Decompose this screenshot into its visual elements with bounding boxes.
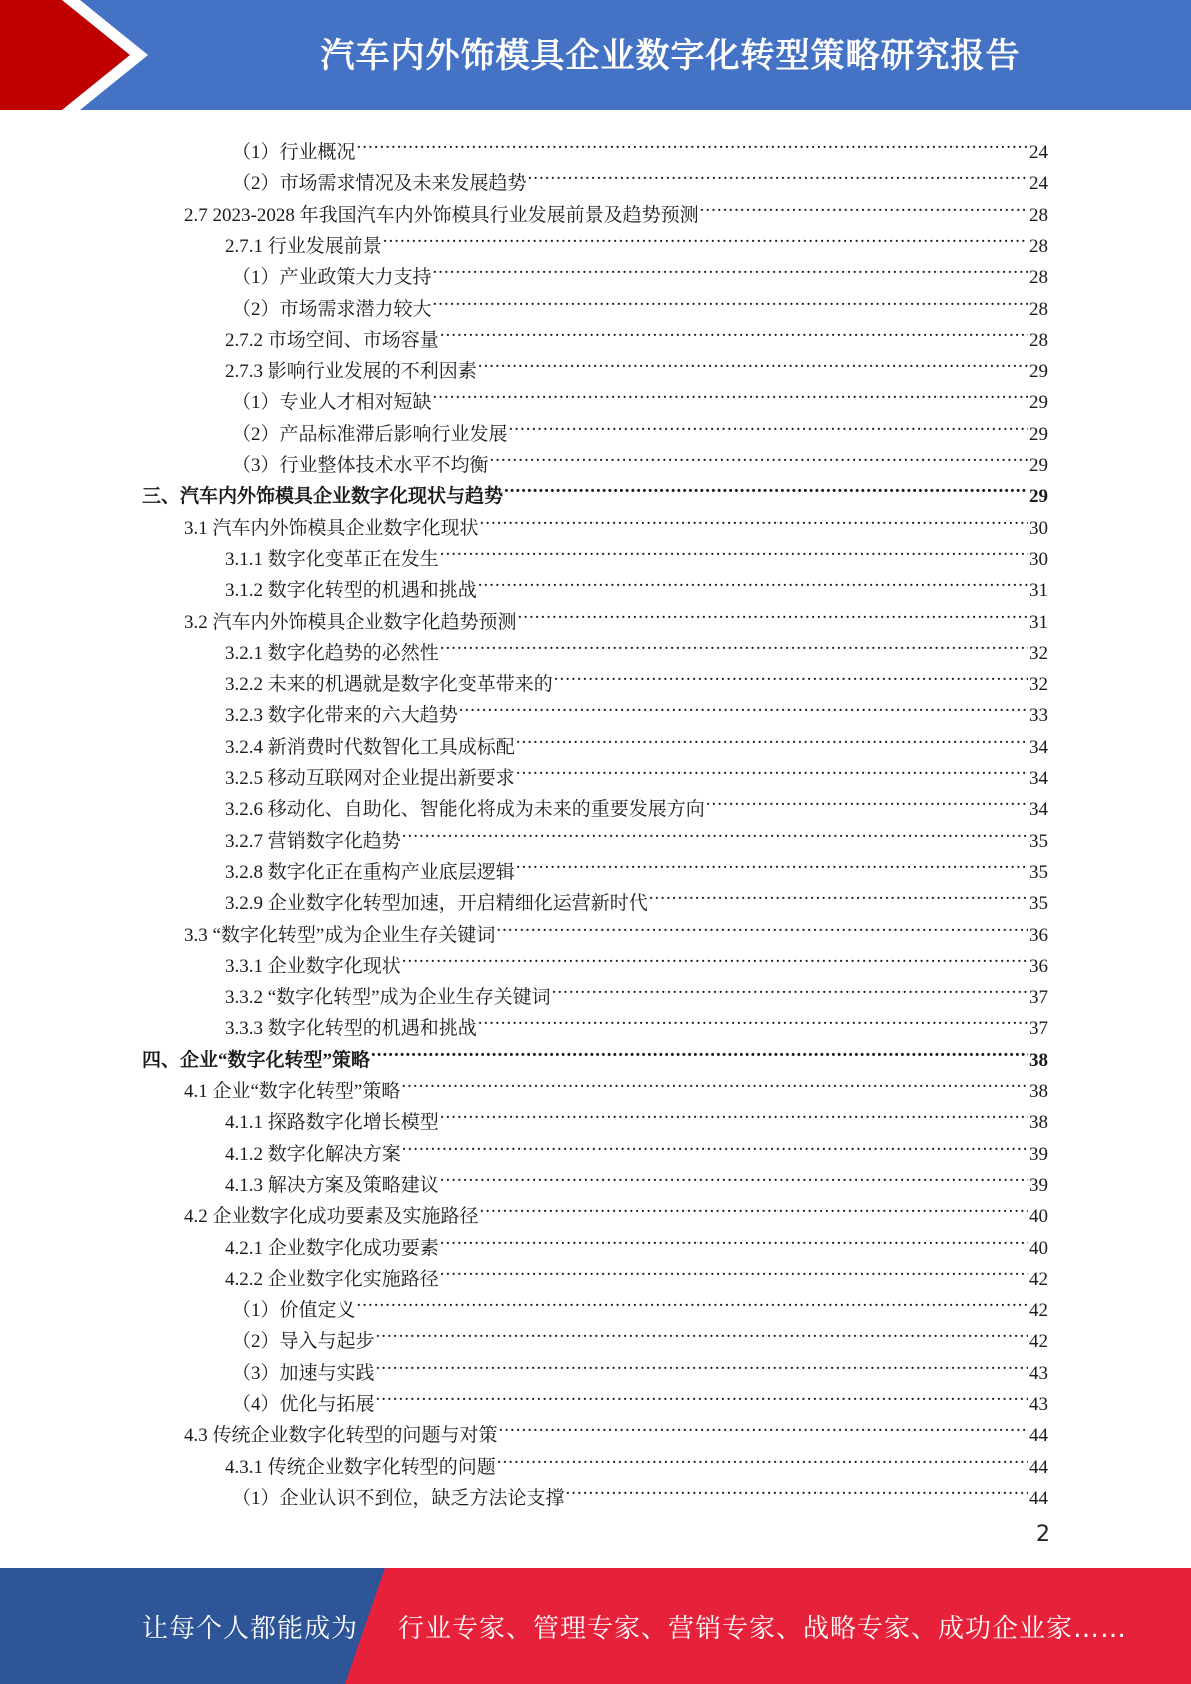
toc-entry-title: （3）行业整体技术水平不均衡 xyxy=(232,455,489,476)
toc-entry-page: 28 xyxy=(1029,298,1048,320)
toc-dot-leader xyxy=(376,1380,1028,1410)
toc-entry-title: 3.1 汽车内外饰模具企业数字化现状 xyxy=(184,517,479,539)
toc-entry-page: 38 xyxy=(1029,1112,1048,1134)
toc-entry-page: 44 xyxy=(1029,1456,1048,1478)
toc-entry-page: 29 xyxy=(1029,455,1048,476)
toc-dot-leader xyxy=(518,598,1028,628)
toc-entry-title: （1）价值定义 xyxy=(232,1300,356,1322)
toc-dot-leader xyxy=(401,1067,1028,1097)
toc-entry-page: 33 xyxy=(1029,705,1048,727)
toc-entry-title: 四、企业“数字化转型”策略 xyxy=(142,1049,371,1071)
toc-entry-page: 24 xyxy=(1029,142,1048,163)
toc-entry-title: 4.2 企业数字化成功要素及实施路径 xyxy=(184,1206,479,1228)
toc-entry-page: 36 xyxy=(1029,955,1048,977)
toc-entry[interactable] xyxy=(184,598,1048,633)
toc-entry-title: 3.2 汽车内外饰模具企业数字化趋势预测 xyxy=(184,611,517,633)
toc-dot-leader xyxy=(402,942,1028,972)
toc-entry-title: 4.1.2 数字化解决方案 xyxy=(225,1143,401,1165)
toc-entry[interactable] xyxy=(225,1443,1048,1478)
toc-entry-title: （2）市场需求情况及未来发展趋势 xyxy=(232,173,527,195)
toc-entry-title: 3.2.5 移动互联网对企业提出新要求 xyxy=(225,768,515,789)
toc-entry-page: 29 xyxy=(1029,392,1048,414)
toc-entry-title: （2）市场需求潜力较大 xyxy=(232,298,432,320)
toc-entry[interactable] xyxy=(225,942,1048,977)
toc-dot-leader xyxy=(706,785,1028,815)
toc-entry-page: 43 xyxy=(1029,1394,1048,1415)
toc-entry-title: 4.2.2 企业数字化实施路径 xyxy=(225,1268,439,1290)
toc-entry-page: 30 xyxy=(1029,548,1048,570)
toc-entry[interactable] xyxy=(225,817,1048,852)
toc-entry[interactable] xyxy=(225,347,1048,383)
report-title: 汽车内外饰模具企业数字化转型策略研究报告 xyxy=(320,35,1021,76)
toc-entry-title: 2.7.3 影响行业发展的不利因素 xyxy=(225,361,477,383)
toc-entry-title: （2）导入与起步 xyxy=(232,1331,375,1353)
toc-entry[interactable] xyxy=(225,1224,1048,1259)
page-footer xyxy=(0,1568,1191,1684)
toc-dot-leader xyxy=(459,691,1028,721)
toc-entry-page: 28 xyxy=(1029,329,1048,351)
toc-dot-leader xyxy=(376,1317,1028,1347)
toc-entry-title: （3）加速与实践 xyxy=(232,1362,375,1384)
toc-entry-page: 40 xyxy=(1029,1206,1048,1228)
toc-dot-leader xyxy=(402,1130,1028,1160)
toc-dot-leader xyxy=(649,879,1028,909)
toc-entry-page: 31 xyxy=(1029,611,1048,633)
toc-entry[interactable] xyxy=(225,1004,1048,1040)
toc-dot-leader xyxy=(433,285,1028,315)
toc-entry[interactable] xyxy=(225,723,1048,758)
toc-entry-title: 4.3 传统企业数字化转型的问题与对策 xyxy=(184,1425,498,1447)
toc-entry-page: 42 xyxy=(1029,1300,1048,1322)
toc-entry[interactable] xyxy=(232,285,1048,320)
toc-entry[interactable] xyxy=(232,128,1048,163)
toc-dot-leader xyxy=(478,566,1028,596)
toc-dot-leader xyxy=(440,1255,1028,1285)
toc-entry[interactable] xyxy=(232,1380,1048,1415)
toc-dot-leader xyxy=(478,347,1028,377)
toc-entry-page: 39 xyxy=(1029,1174,1048,1196)
toc-dot-leader xyxy=(371,1036,1028,1066)
toc-dot-leader xyxy=(566,1474,1028,1504)
toc-entry-title: 4.1 企业“数字化转型”策略 xyxy=(184,1081,401,1102)
toc-entry-title: 3.2.3 数字化带来的六大趋势 xyxy=(225,705,458,727)
toc-dot-leader xyxy=(516,754,1028,784)
toc-entry-title: 3.3.2 “数字化转型”成为企业生存关键词 xyxy=(225,987,551,1009)
footer-slogan-right: 行业专家、管理专家、营销专家、战略专家、成功企业家…… xyxy=(398,1613,1128,1644)
toc-entry[interactable] xyxy=(142,1036,1048,1071)
toc-entry-title: 4.1.3 解决方案及策略建议 xyxy=(225,1174,439,1196)
toc-entry[interactable] xyxy=(232,378,1048,414)
toc-entry-page: 42 xyxy=(1029,1331,1048,1353)
toc-entry-title: 三、汽车内外饰模具企业数字化现状与趋势 xyxy=(142,486,504,508)
toc-entry[interactable] xyxy=(184,504,1048,539)
toc-entry[interactable] xyxy=(184,911,1048,946)
toc-dot-leader xyxy=(440,1098,1028,1128)
toc-entry-page: 37 xyxy=(1029,1018,1048,1040)
toc-entry-page: 34 xyxy=(1029,768,1048,789)
toc-dot-leader xyxy=(402,817,1028,847)
toc-entry-title: 3.2.7 营销数字化趋势 xyxy=(225,830,401,852)
toc-entry-title: 3.2.4 新消费时代数智化工具成标配 xyxy=(225,736,515,758)
toc-entry[interactable] xyxy=(142,472,1048,508)
toc-entry-title: （1）专业人才相对短缺 xyxy=(232,392,432,414)
toc-dot-leader xyxy=(490,441,1028,471)
toc-entry-title: 3.2.6 移动化、自助化、智能化将成为未来的重要发展方向 xyxy=(225,799,705,821)
toc-entry[interactable] xyxy=(232,1474,1048,1509)
toc-entry-title: 2.7.1 行业发展前景 xyxy=(225,235,382,257)
toc-entry-page: 24 xyxy=(1029,173,1048,195)
toc-entry[interactable] xyxy=(225,973,1048,1009)
toc-entry[interactable] xyxy=(225,660,1048,696)
toc-entry[interactable] xyxy=(232,1286,1048,1322)
toc-entry[interactable] xyxy=(225,535,1048,570)
toc-entry-title: 3.2.8 数字化正在重构产业底层逻辑 xyxy=(225,861,515,883)
toc-dot-leader xyxy=(433,378,1028,408)
toc-dot-leader xyxy=(497,1443,1028,1473)
toc-dot-leader xyxy=(383,222,1028,252)
toc-entry-page: 28 xyxy=(1029,204,1048,226)
toc-dot-leader xyxy=(478,1004,1028,1034)
toc-dot-leader xyxy=(552,973,1028,1003)
toc-entry-title: 2.7.2 市场空间、市场容量 xyxy=(225,329,439,351)
toc-dot-leader xyxy=(440,1161,1028,1191)
toc-entry[interactable] xyxy=(232,159,1048,195)
toc-dot-leader xyxy=(509,410,1028,440)
toc-dot-leader xyxy=(440,316,1028,346)
toc-entry-page: 32 xyxy=(1029,642,1048,664)
toc-entry-page: 29 xyxy=(1029,361,1048,383)
toc-entry-title: （1）行业概况 xyxy=(232,142,356,163)
toc-entry-page: 43 xyxy=(1029,1362,1048,1384)
toc-entry[interactable] xyxy=(232,410,1048,445)
toc-dot-leader xyxy=(516,723,1028,753)
toc-entry[interactable] xyxy=(225,566,1048,602)
toc-entry[interactable] xyxy=(225,316,1048,351)
toc-entry[interactable] xyxy=(225,691,1048,727)
toc-entry-page: 38 xyxy=(1029,1049,1048,1071)
toc-entry-page: 28 xyxy=(1029,267,1048,289)
toc-entry-title: 3.1.1 数字化变革正在发生 xyxy=(225,548,439,570)
toc-entry[interactable] xyxy=(225,1161,1048,1196)
toc-entry-page: 42 xyxy=(1029,1268,1048,1290)
toc-entry[interactable] xyxy=(184,1192,1048,1228)
page-header xyxy=(0,0,1191,110)
toc-entry-title: 4.2.1 企业数字化成功要素 xyxy=(225,1237,439,1259)
toc-entry[interactable] xyxy=(225,879,1048,915)
toc-dot-leader xyxy=(499,1411,1028,1441)
toc-dot-leader xyxy=(440,1224,1028,1254)
toc-entry-title: 3.2.1 数字化趋势的必然性 xyxy=(225,642,439,664)
toc-entry-page: 29 xyxy=(1029,423,1048,445)
toc-dot-leader xyxy=(357,1286,1028,1316)
footer-slogan-left: 让每个人都能成为 xyxy=(142,1613,359,1644)
toc-entry-page: 40 xyxy=(1029,1237,1048,1259)
toc-entry-page: 39 xyxy=(1029,1143,1048,1165)
toc-entry[interactable] xyxy=(225,785,1048,821)
toc-entry[interactable] xyxy=(184,1067,1048,1102)
toc-entry-title: 3.3 “数字化转型”成为企业生存关键词 xyxy=(184,924,496,946)
toc-entry-page: 44 xyxy=(1029,1425,1048,1447)
toc-entry[interactable] xyxy=(225,1098,1048,1134)
toc-entry-page: 38 xyxy=(1029,1081,1048,1102)
toc-entry-page: 36 xyxy=(1029,924,1048,946)
toc-entry-title: 3.1.2 数字化转型的机遇和挑战 xyxy=(225,580,477,602)
toc-entry-page: 37 xyxy=(1029,987,1048,1009)
toc-entry[interactable] xyxy=(225,848,1048,883)
toc-entry-title: 4.1.1 探路数字化增长模型 xyxy=(225,1112,439,1134)
toc-entry[interactable] xyxy=(232,1349,1048,1384)
toc-entry-title: （1）产业政策大力支持 xyxy=(232,267,432,289)
toc-entry-page: 35 xyxy=(1029,861,1048,883)
toc-entry-page: 29 xyxy=(1029,486,1048,508)
toc-entry-title: 2.7 2023-2028 年我国汽车内外饰模具行业发展前景及趋势预测 xyxy=(184,204,699,226)
toc-entry[interactable] xyxy=(184,191,1048,226)
toc-dot-leader xyxy=(357,128,1028,158)
toc-entry-page: 35 xyxy=(1029,830,1048,852)
toc-entry-page: 35 xyxy=(1029,893,1048,915)
toc-entry-page: 32 xyxy=(1029,674,1048,696)
toc-dot-leader xyxy=(700,191,1028,221)
toc-entry-page: 34 xyxy=(1029,799,1048,821)
toc-entry-title: （4）优化与拓展 xyxy=(232,1394,375,1415)
toc-dot-leader xyxy=(376,1349,1028,1379)
toc-entry-title: （2）产品标准滞后影响行业发展 xyxy=(232,423,508,445)
toc-entry[interactable] xyxy=(184,1411,1048,1447)
toc-entry[interactable] xyxy=(232,441,1048,476)
toc-dot-leader xyxy=(480,1192,1028,1222)
toc-entry[interactable] xyxy=(225,222,1048,257)
toc-entry[interactable] xyxy=(225,1130,1048,1165)
toc-dot-leader xyxy=(496,911,1028,941)
toc-entry-title: 3.2.2 未来的机遇就是数字化变革带来的 xyxy=(225,674,553,696)
toc-dot-leader xyxy=(440,629,1028,659)
toc-entry-title: 3.3.1 企业数字化现状 xyxy=(225,955,401,977)
toc-entry-title: 4.3.1 传统企业数字化转型的问题 xyxy=(225,1456,496,1478)
toc-dot-leader xyxy=(480,504,1028,534)
toc-dot-leader xyxy=(433,253,1028,283)
toc-entry[interactable] xyxy=(225,754,1048,789)
toc-dot-leader xyxy=(528,159,1028,189)
toc-entry[interactable] xyxy=(232,253,1048,289)
toc-entry-page: 34 xyxy=(1029,736,1048,758)
toc-dot-leader xyxy=(504,472,1028,502)
toc-entry-page: 31 xyxy=(1029,580,1048,602)
toc-entry-page: 28 xyxy=(1029,235,1048,257)
toc-dot-leader xyxy=(516,848,1028,878)
toc-entry-title: 3.2.9 企业数字化转型加速，开启精细化运营新时代 xyxy=(225,893,648,915)
toc-entry-title: 3.3.3 数字化转型的机遇和挑战 xyxy=(225,1018,477,1040)
toc-entry-page: 30 xyxy=(1029,517,1048,539)
page-number: 2 xyxy=(1036,1522,1050,1547)
toc-entry[interactable] xyxy=(225,629,1048,664)
toc-dot-leader xyxy=(440,535,1028,565)
toc-entry-page: 44 xyxy=(1029,1487,1048,1509)
toc-entry[interactable] xyxy=(232,1317,1048,1353)
toc-entry-title: （1）企业认识不到位，缺乏方法论支撑 xyxy=(232,1487,565,1509)
toc-dot-leader xyxy=(554,660,1028,690)
toc-entry[interactable] xyxy=(225,1255,1048,1290)
